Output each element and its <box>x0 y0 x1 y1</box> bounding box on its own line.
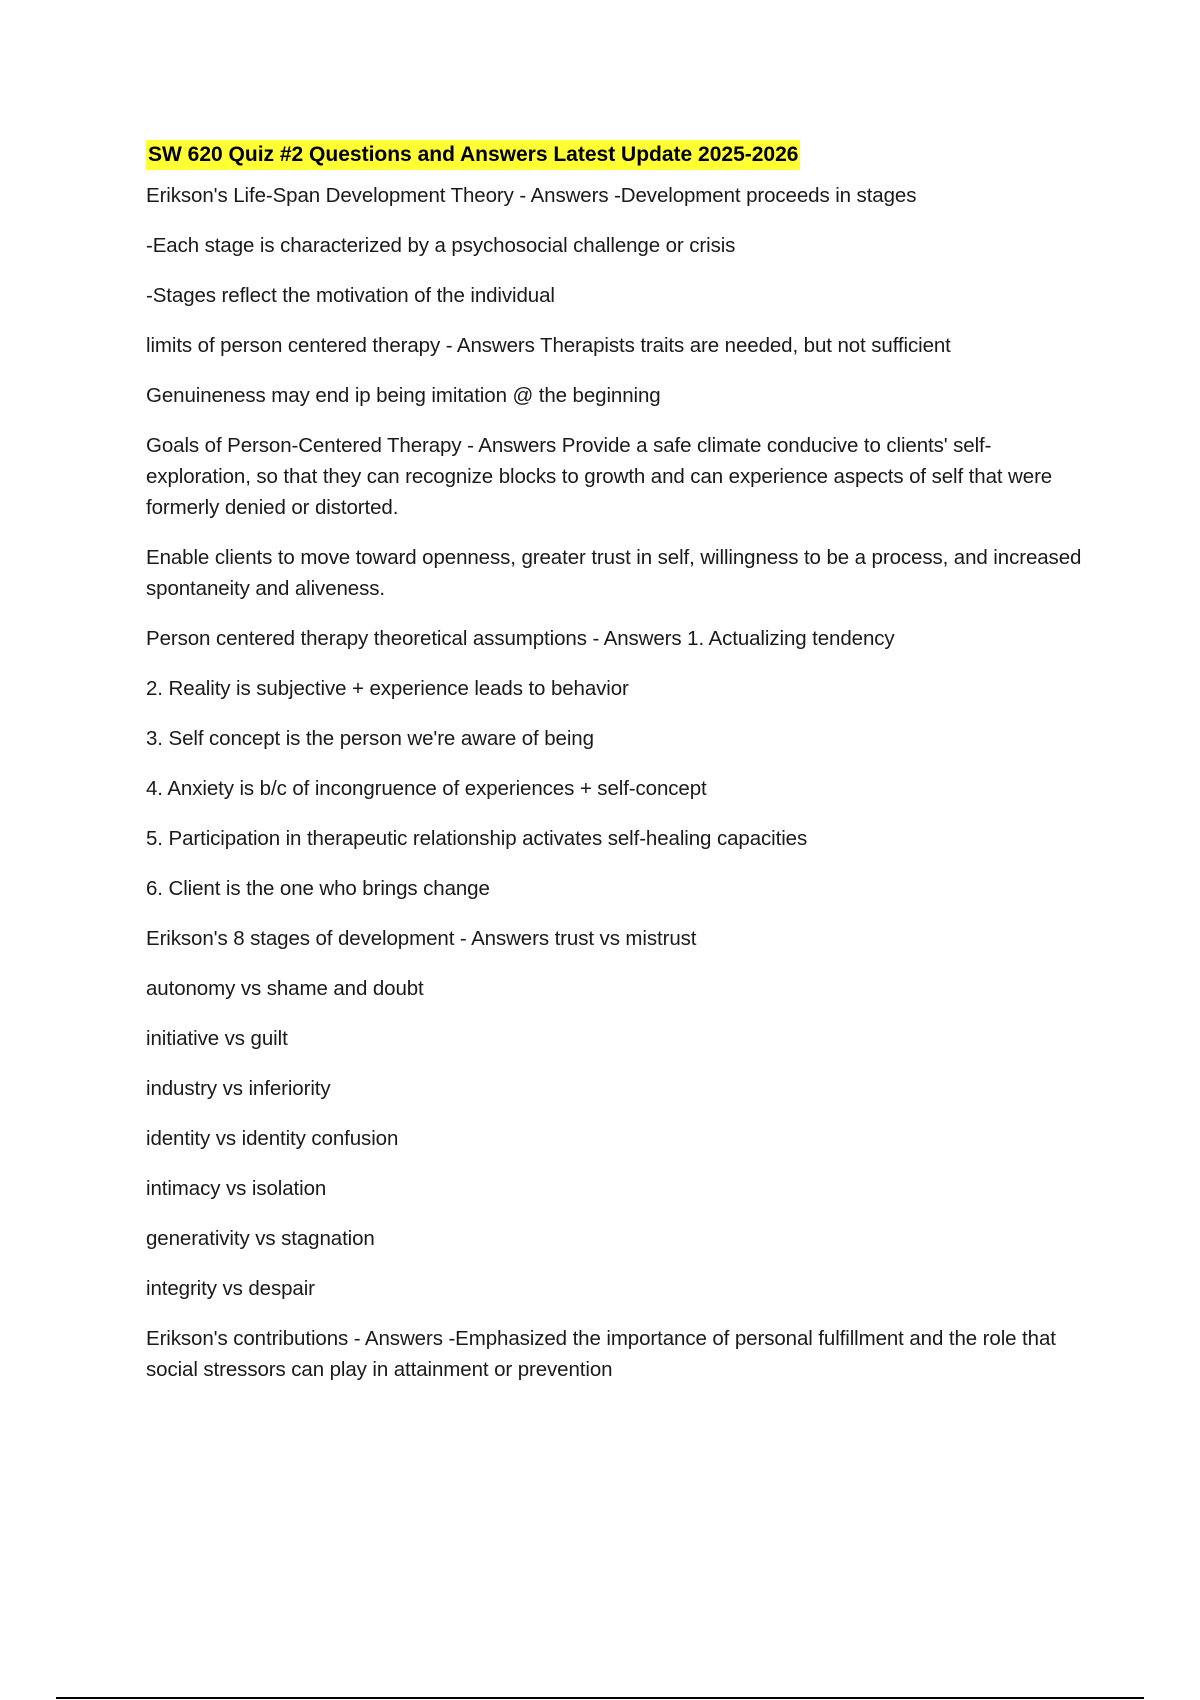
paragraph-6: Goals of Person-Centered Therapy - Answers Provide a safe climate conducive to clients' self-exploration, so that they can recognize blocks to growth and can experience aspects of self that were formerly denied or distorted. <box>146 434 1053 519</box>
paragraph-13: 6. Client is the one who brings change <box>146 877 490 900</box>
document-page <box>146 140 1096 1404</box>
paragraph-17: industry vs inferiority <box>146 1077 331 1100</box>
paragraph-2: -Each stage is characterized by a psychosocial challenge or crisis <box>146 234 736 257</box>
paragraph-10: 3. Self concept is the person we're aware of being <box>146 727 594 750</box>
paragraph-21: integrity vs despair <box>146 1277 315 1300</box>
paragraph-16: initiative vs guilt <box>146 1027 288 1050</box>
paragraph-19: intimacy vs isolation <box>146 1177 327 1200</box>
paragraph-9: 2. Reality is subjective + experience leads to behavior <box>146 677 629 700</box>
paragraph-22: Erikson's contributions - Answers -Emphasized the importance of personal fulfillment and the role that social stressors can play in attainment or prevention <box>146 1327 1056 1381</box>
paragraph-20: generativity vs stagnation <box>146 1227 375 1250</box>
paragraph-3: -Stages reflect the motivation of the individual <box>146 284 555 307</box>
paragraph-7: Enable clients to move toward openness, greater trust in self, willingness to be a process, and increased spontaneity and aliveness. <box>146 546 1082 600</box>
paragraph-12: 5. Participation in therapeutic relationship activates self-healing capacities <box>146 827 808 850</box>
paragraph-1: Erikson's Life-Span Development Theory - Answers -Development proceeds in stages <box>146 184 917 207</box>
paragraph-14: Erikson's 8 stages of development - Answers trust vs mistrust <box>146 927 697 950</box>
paragraph-11: 4. Anxiety is b/c of incongruence of experiences + self-concept <box>146 777 707 800</box>
paragraph-4: limits of person centered therapy - Answers Therapists traits are needed, but not sufficient <box>146 334 951 357</box>
footer-divider <box>56 1697 1144 1699</box>
paragraph-18: identity vs identity confusion <box>146 1127 399 1150</box>
paragraph-15: autonomy vs shame and doubt <box>146 977 424 1000</box>
document-title: SW 620 Quiz #2 Questions and Answers Latest Update 2025-2026 <box>146 140 800 170</box>
paragraph-8: Person centered therapy theoretical assumptions - Answers 1. Actualizing tendency <box>146 627 895 650</box>
paragraph-5: Genuineness may end ip being imitation @ the beginning <box>146 384 661 407</box>
